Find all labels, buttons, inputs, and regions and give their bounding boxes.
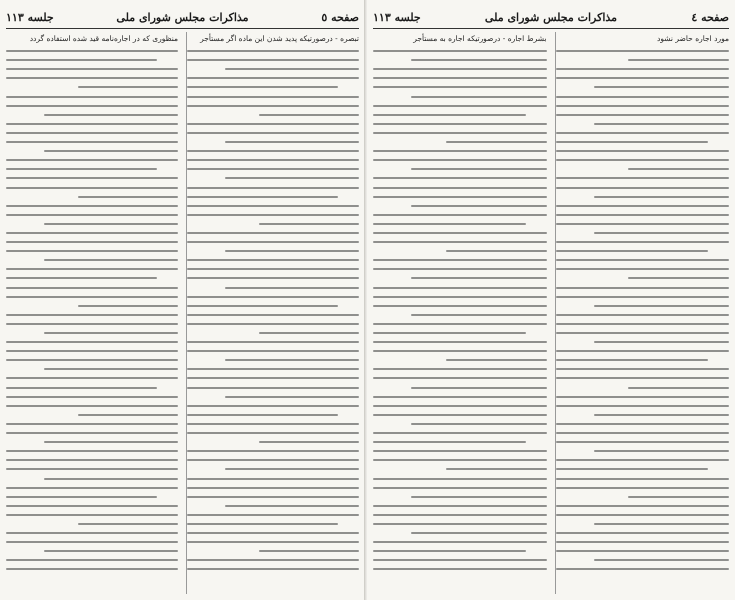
text-line <box>6 159 178 161</box>
text-line <box>373 323 547 325</box>
text-line <box>187 123 359 125</box>
text-line <box>373 514 547 516</box>
text-line <box>187 196 338 198</box>
text-line <box>628 277 729 279</box>
text-line <box>556 541 730 543</box>
text-line <box>373 241 547 243</box>
text-line <box>187 214 359 216</box>
text-line <box>44 441 178 443</box>
text-line <box>6 341 178 343</box>
text-line <box>6 532 178 534</box>
text-line <box>373 150 547 152</box>
text-line <box>6 396 178 398</box>
text-line <box>411 387 546 389</box>
text-line <box>6 568 178 570</box>
text-line <box>556 568 730 570</box>
text-line <box>556 287 730 289</box>
text-line <box>411 277 546 279</box>
text-line <box>594 341 729 343</box>
text-line <box>556 223 730 225</box>
text-line <box>187 559 359 561</box>
text-line <box>6 387 157 389</box>
text-line <box>225 68 359 70</box>
text-line <box>225 287 359 289</box>
text-line <box>556 505 730 507</box>
text-line <box>44 259 178 261</box>
text-line <box>6 123 178 125</box>
text-line <box>187 241 359 243</box>
text-line <box>44 478 178 480</box>
text-line <box>187 432 359 434</box>
text-line <box>594 232 729 234</box>
text-line <box>44 114 178 116</box>
text-line <box>556 96 730 98</box>
text-line <box>6 450 178 452</box>
text-line <box>6 105 178 107</box>
left-page-title: مذاکرات مجلس شورای ملی <box>116 10 249 24</box>
text-line <box>411 168 546 170</box>
text-line <box>594 450 729 452</box>
right-page-columns <box>373 32 729 594</box>
text-line <box>6 359 178 361</box>
right-page-title: مذاکرات مجلس شورای ملی <box>484 10 618 24</box>
text-line <box>6 59 157 61</box>
body-text <box>6 50 178 570</box>
text-line <box>6 405 178 407</box>
text-line <box>187 350 359 352</box>
text-line <box>78 305 178 307</box>
text-line <box>6 177 178 179</box>
text-line <box>373 414 547 416</box>
text-line <box>187 305 338 307</box>
text-line <box>6 141 178 143</box>
text-line <box>6 432 178 434</box>
text-line <box>446 141 547 143</box>
text-line <box>187 478 359 480</box>
text-line <box>556 432 730 434</box>
text-line <box>373 196 547 198</box>
text-line <box>187 450 359 452</box>
text-line <box>373 487 547 489</box>
text-line <box>6 314 178 316</box>
right-page-header <box>373 6 729 29</box>
text-line <box>556 50 730 52</box>
text-line <box>373 214 547 216</box>
text-line <box>373 232 547 234</box>
left-page-column-right <box>186 32 359 594</box>
text-line <box>373 523 547 525</box>
text-line <box>373 268 547 270</box>
text-line <box>6 514 178 516</box>
text-line <box>594 559 729 561</box>
text-line <box>187 150 359 152</box>
text-line <box>6 241 178 243</box>
text-line <box>373 259 547 261</box>
text-line <box>556 214 730 216</box>
text-line <box>225 141 359 143</box>
text-line <box>373 287 547 289</box>
text-line <box>556 550 730 552</box>
text-line <box>6 205 178 207</box>
text-line <box>556 241 730 243</box>
text-line <box>187 423 359 425</box>
text-line <box>6 487 178 489</box>
text-line <box>6 50 178 52</box>
text-line <box>594 305 729 307</box>
body-text <box>373 50 547 570</box>
left-page-columns <box>6 32 359 594</box>
text-line <box>373 341 547 343</box>
text-line <box>556 250 709 252</box>
text-line <box>259 441 359 443</box>
text-line <box>556 150 730 152</box>
text-line <box>187 496 359 498</box>
text-line <box>373 77 547 79</box>
text-line <box>78 196 178 198</box>
text-line <box>6 250 178 252</box>
text-line <box>373 305 547 307</box>
right-page-number: صفحه ٤ <box>691 10 729 24</box>
text-line <box>187 414 338 416</box>
column-snippet: بشرط اجاره - درصورتیکه اجاره به مستأجر <box>413 34 547 43</box>
text-line <box>225 250 359 252</box>
text-line <box>6 232 178 234</box>
text-line <box>594 86 729 88</box>
text-line <box>187 132 359 134</box>
text-line <box>373 459 547 461</box>
text-line <box>6 505 178 507</box>
text-line <box>373 368 547 370</box>
text-line <box>556 478 730 480</box>
column-snippet: تبصره - درصورتیکه پدید شدن این ماده اگر مستأجر <box>200 34 359 43</box>
text-line <box>44 550 178 552</box>
text-line <box>373 114 526 116</box>
text-line <box>6 377 178 379</box>
text-line <box>6 187 178 189</box>
text-line <box>187 168 359 170</box>
text-line <box>411 496 546 498</box>
text-line <box>187 523 338 525</box>
text-line <box>259 223 359 225</box>
column-snippet: منظوری که در اجاره‌نامه قید شده استفاده گردد <box>29 34 178 43</box>
text-line <box>373 377 547 379</box>
text-line <box>225 359 359 361</box>
text-line <box>6 96 178 98</box>
body-text <box>556 50 730 570</box>
text-line <box>373 405 547 407</box>
text-line <box>556 468 709 470</box>
text-line <box>556 177 730 179</box>
text-line <box>556 368 730 370</box>
text-line <box>78 523 178 525</box>
text-line <box>373 177 547 179</box>
text-line <box>187 514 359 516</box>
text-line <box>6 68 178 70</box>
text-line <box>373 450 547 452</box>
text-line <box>556 441 730 443</box>
text-line <box>6 496 157 498</box>
right-page-column-right <box>555 32 730 594</box>
text-line <box>446 468 547 470</box>
text-line <box>6 559 178 561</box>
text-line <box>187 50 359 52</box>
left-page-number: صفحه ٥ <box>321 10 359 24</box>
text-line <box>411 532 546 534</box>
text-line <box>628 387 729 389</box>
text-line <box>6 77 178 79</box>
text-line <box>373 332 526 334</box>
text-line <box>187 86 338 88</box>
text-line <box>187 341 359 343</box>
text-line <box>556 423 730 425</box>
text-line <box>373 350 547 352</box>
text-line <box>187 277 359 279</box>
text-line <box>411 423 546 425</box>
text-line <box>373 187 547 189</box>
right-page-column-left <box>373 32 547 594</box>
text-line <box>373 296 547 298</box>
right-page <box>367 0 735 600</box>
text-line <box>373 505 547 507</box>
text-line <box>628 496 729 498</box>
text-line <box>225 505 359 507</box>
text-line <box>556 350 730 352</box>
text-line <box>259 114 359 116</box>
text-line <box>187 323 359 325</box>
text-line <box>373 550 526 552</box>
text-line <box>6 268 178 270</box>
text-line <box>411 314 546 316</box>
text-line <box>594 196 729 198</box>
text-line <box>373 568 547 570</box>
text-line <box>411 96 546 98</box>
text-line <box>556 359 709 361</box>
text-line <box>44 223 178 225</box>
text-line <box>556 77 730 79</box>
text-line <box>187 187 359 189</box>
text-line <box>6 214 178 216</box>
text-line <box>44 150 178 152</box>
text-line <box>373 50 547 52</box>
text-line <box>556 268 730 270</box>
text-line <box>187 159 359 161</box>
text-line <box>187 205 359 207</box>
text-line <box>6 541 178 543</box>
text-line <box>225 177 359 179</box>
text-line <box>373 396 547 398</box>
text-line <box>187 59 359 61</box>
text-line <box>6 132 178 134</box>
text-line <box>187 568 359 570</box>
text-line <box>556 396 730 398</box>
text-line <box>594 523 729 525</box>
text-line <box>556 323 730 325</box>
left-page-column-left <box>6 32 178 594</box>
text-line <box>187 296 359 298</box>
column-snippet: مورد اجاره حاضر نشود <box>657 34 729 43</box>
text-line <box>187 368 359 370</box>
text-line <box>44 332 178 334</box>
text-line <box>187 259 359 261</box>
text-line <box>6 168 157 170</box>
text-line <box>6 423 178 425</box>
left-page <box>0 0 366 600</box>
text-line <box>373 559 547 561</box>
text-line <box>225 396 359 398</box>
text-line <box>373 541 547 543</box>
text-line <box>78 414 178 416</box>
text-line <box>556 459 730 461</box>
text-line <box>187 387 359 389</box>
body-text <box>187 50 359 570</box>
text-line <box>6 459 178 461</box>
text-line <box>556 132 730 134</box>
right-page-session: جلسه ۱۱۳ <box>373 10 421 24</box>
text-line <box>187 268 359 270</box>
text-line <box>187 459 359 461</box>
left-page-header <box>6 6 359 29</box>
text-line <box>187 232 359 234</box>
text-line <box>628 59 729 61</box>
text-line <box>556 487 730 489</box>
text-line <box>373 123 547 125</box>
text-line <box>373 223 526 225</box>
text-line <box>187 96 359 98</box>
text-line <box>556 141 709 143</box>
text-line <box>556 296 730 298</box>
text-line <box>556 314 730 316</box>
text-line <box>556 205 730 207</box>
text-line <box>556 187 730 189</box>
text-line <box>446 250 547 252</box>
text-line <box>556 159 730 161</box>
text-line <box>373 86 547 88</box>
text-line <box>373 159 547 161</box>
text-line <box>446 359 547 361</box>
text-line <box>187 541 359 543</box>
text-line <box>187 532 359 534</box>
text-line <box>259 550 359 552</box>
text-line <box>556 532 730 534</box>
text-line <box>628 168 729 170</box>
text-line <box>6 468 178 470</box>
text-line <box>187 377 359 379</box>
text-line <box>556 377 730 379</box>
text-line <box>556 514 730 516</box>
text-line <box>373 432 547 434</box>
text-line <box>556 259 730 261</box>
text-line <box>187 77 359 79</box>
text-line <box>187 314 359 316</box>
text-line <box>6 323 178 325</box>
text-line <box>44 368 178 370</box>
text-line <box>225 468 359 470</box>
text-line <box>594 414 729 416</box>
text-line <box>6 277 157 279</box>
text-line <box>556 105 730 107</box>
text-line <box>187 105 359 107</box>
text-line <box>187 405 359 407</box>
text-line <box>411 59 546 61</box>
text-line <box>373 132 547 134</box>
text-line <box>556 68 730 70</box>
text-line <box>556 114 730 116</box>
text-line <box>373 105 547 107</box>
text-line <box>556 332 730 334</box>
text-line <box>373 68 547 70</box>
text-line <box>6 296 178 298</box>
text-line <box>411 205 546 207</box>
text-line <box>556 405 730 407</box>
text-line <box>78 86 178 88</box>
text-line <box>373 478 547 480</box>
text-line <box>259 332 359 334</box>
left-page-session: جلسه ۱۱۳ <box>6 10 54 24</box>
text-line <box>6 350 178 352</box>
text-line <box>6 287 178 289</box>
text-line <box>373 441 526 443</box>
text-line <box>594 123 729 125</box>
text-line <box>187 487 359 489</box>
